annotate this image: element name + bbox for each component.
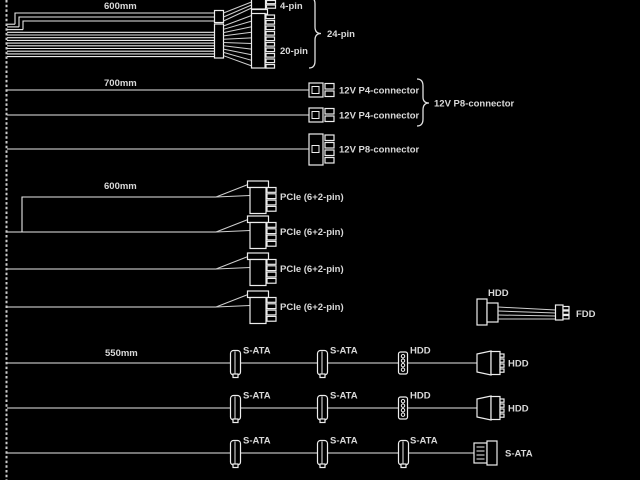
pcie-label-4: PCIe (6+2-pin): [280, 302, 344, 313]
cpu-p4-label-2: 12V P4-connector: [339, 110, 420, 122]
cpu-length-label: 700mm: [104, 78, 137, 89]
sata-cable-1: [7, 346, 529, 378]
cpu-p8-group-label: 12V P8-connector: [434, 98, 515, 110]
hdd-fdd-adapter: [477, 288, 596, 325]
sata-end-connector-icon: [474, 441, 497, 465]
atx-fanout-wires: [224, 2, 252, 66]
sata-plug-icon: [318, 441, 328, 468]
hdd-inline-connector-icon: [399, 397, 408, 419]
cpu-p4-label-1: 12V P4-connector: [339, 85, 420, 97]
pcie-label-3: PCIe (6+2-pin): [280, 264, 344, 275]
sata-plug-label: S-ATA: [243, 435, 271, 447]
hdd-end-label: HDD: [508, 358, 529, 370]
cpu-p4-connector-icon: [309, 108, 334, 122]
hdd-inline-connector-icon: [399, 352, 408, 374]
adapter-wires: [498, 307, 556, 319]
atx-length-label: 600mm: [104, 1, 137, 12]
pcie-connector-icon: [216, 181, 276, 214]
sata-plug-icon: [231, 396, 241, 423]
hdd-inline-label: HDD: [410, 345, 431, 357]
pcie-label-1: PCIe (6+2-pin): [280, 192, 344, 203]
hdd-molex-end-connector-icon: [477, 396, 504, 420]
atx-cable: [7, 0, 355, 68]
adapter-hdd-label: HDD: [488, 288, 509, 299]
sata-plug-label: S-ATA: [330, 345, 358, 357]
hdd-molex-connector-icon: [477, 299, 498, 325]
sata-plug-label: S-ATA: [410, 435, 438, 447]
pcie-connector-icon: [216, 253, 276, 286]
sata-plug-icon: [231, 441, 241, 468]
sata-plug-icon: [399, 441, 409, 468]
sata-plug-icon: [318, 396, 328, 423]
atx-4pin-connector-icon: [252, 0, 276, 9]
atx-20pin-label: 20-pin: [280, 46, 308, 57]
atx-4pin-label: 4-pin: [280, 1, 303, 12]
sata-plug-label: S-ATA: [330, 435, 358, 447]
sata-end-label: S-ATA: [505, 448, 533, 460]
sata-cable-2: [7, 391, 529, 423]
fdd-connector-icon: [556, 305, 570, 320]
sata-plug-label: S-ATA: [330, 390, 358, 402]
sata-plug-icon: [318, 351, 328, 378]
atx-wire-bundle: [7, 13, 214, 57]
atx-24pin-label: 24-pin: [327, 29, 355, 40]
pcie-wire-1: [22, 197, 216, 232]
cable-comb-icon: [215, 11, 224, 23]
sata-plug-label: S-ATA: [243, 345, 271, 357]
cpu-p4-connector-icon: [309, 83, 334, 97]
sata-cable-3: [7, 436, 533, 468]
adapter-fdd-label: FDD: [576, 309, 596, 320]
cable-comb-icon: [215, 24, 224, 58]
pcie-connector-icon: [216, 216, 276, 249]
pcie-connector-icon: [216, 291, 276, 324]
cpu-p8-connector-icon: [309, 134, 334, 165]
pcie-cable: [7, 181, 344, 324]
pcie-label-2: PCIe (6+2-pin): [280, 227, 344, 238]
hdd-molex-end-connector-icon: [477, 351, 504, 375]
hdd-inline-label: HDD: [410, 390, 431, 402]
hdd-end-label: HDD: [508, 403, 529, 415]
atx-24pin-brace: [309, 0, 321, 68]
sata-plug-icon: [231, 351, 241, 378]
sata-length-label: 550mm: [105, 348, 138, 359]
cpu-cable: [7, 78, 515, 165]
pcie-length-label: 600mm: [104, 181, 137, 192]
atx-20pin-connector-icon: [252, 10, 275, 69]
cpu-p8-label: 12V P8-connector: [339, 144, 420, 156]
sata-plug-label: S-ATA: [243, 390, 271, 402]
